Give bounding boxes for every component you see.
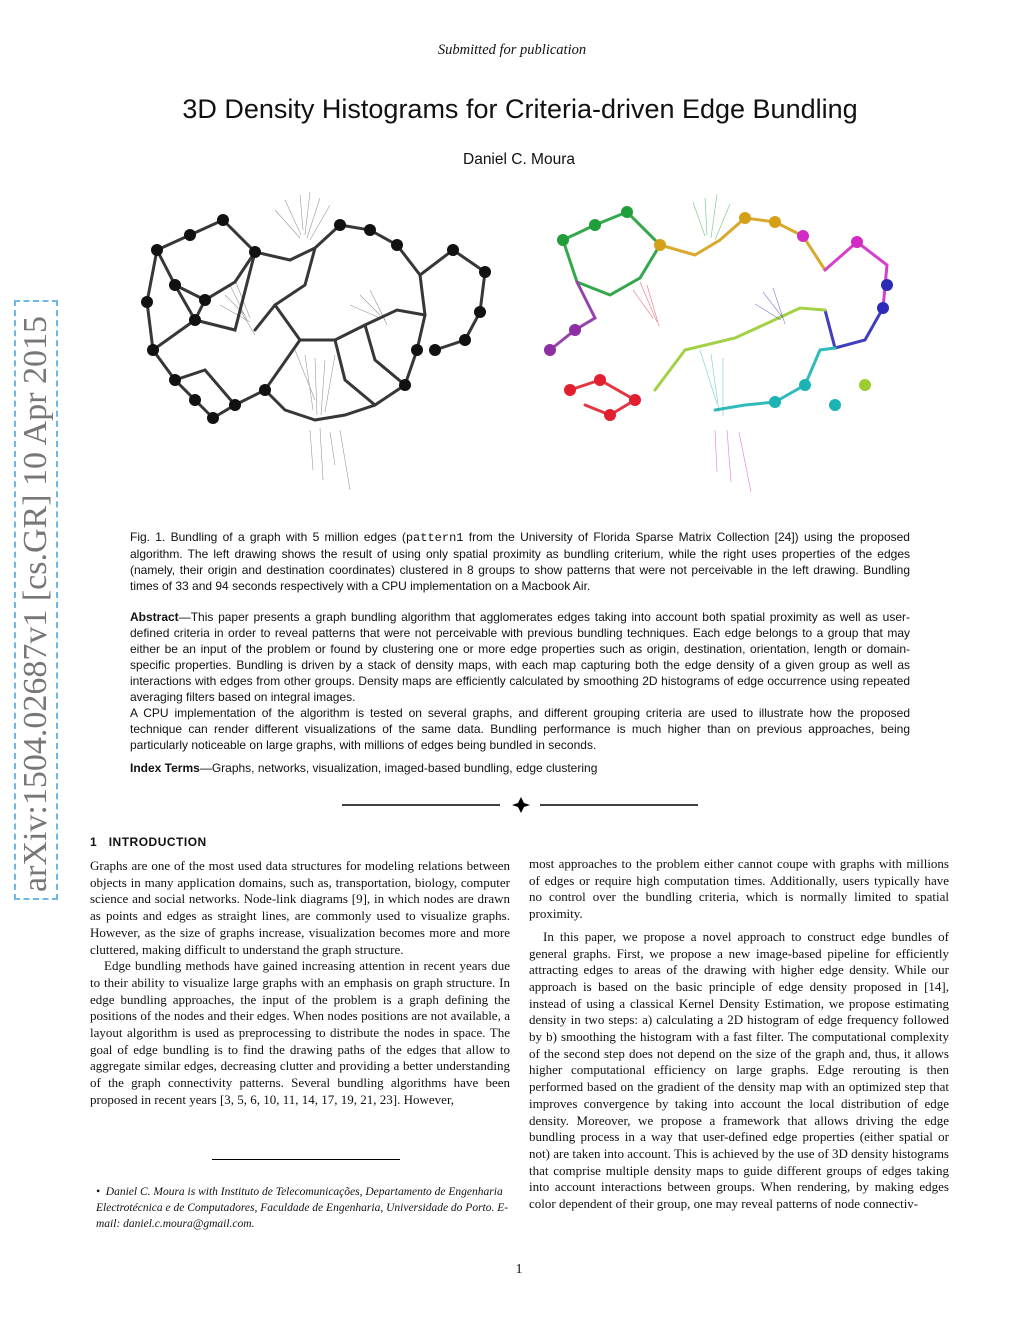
footnote-text: Daniel C. Moura is with Instituto de Telecomunicações, Departamento de Engenharia Electrotécnica e de Computadores, Faculdade de Engenharia, Universidade do Porto. E-mail: daniel.c.moura@gmail.com.: [96, 1186, 509, 1230]
footnote: • Daniel C. Moura is with Instituto de Telecomunicações, Departamento de Engenharia Electrotécnica e de Computadores, Faculdade de Engenharia, Universidade do Porto. E-mail: daniel.c.moura@gmail.com.: [96, 1186, 509, 1230]
abstract-paragraph-2: A CPU implementation of the algorithm is tested on several graphs, and different grouping criteria are used to illustrate how the proposed technique can render different visualizations of the same data. Bundling performance is much higher than on previous approaches, being particularly noticeable on large graphs, with millions of edges being bundled in seconds.: [130, 706, 910, 752]
footnote-rule: [212, 1159, 400, 1160]
author-name: Daniel C. Moura: [463, 151, 575, 168]
section-heading: [90, 835, 207, 849]
caption-text-end: from the University of Florida Sparse Matrix Collection [24]) using the proposed algorithm. The left drawing shows the result of using only spatial proximity as bundling criterium, while the right uses properties of the edges (namely, their origin and destination coordinates) clustered in 8 groups to show patterns that were not perceivable in the left drawing. Bundling times of 33 and 94 seconds respectively with a CPU implementation on a Macbook Air.: [130, 530, 910, 593]
abstract-paragraph-1: —This paper presents a graph bundling algorithm that agglomerates edges taking into account both spatial proximity as well as user-defined criteria in order to reveal patterns that were not perceivable with previous bundling techniques. Each edge belongs to a group that may either be an input of the problem or found by clustering one or more edge properties such as origin, destination, orientation, length or domain-specific properties. Bundling is driven by a stack of density maps, with each map capturing both the edge density of a given group as well as interactions with edges from other groups. Density maps are efficiently calculated by smoothing 2D histograms of edge occurrence using repeated averaging filters based on integral images.: [130, 610, 910, 704]
section-separator: [342, 797, 700, 813]
left-column: [90, 858, 510, 1109]
abstract-label: Abstract: [130, 610, 179, 624]
intro-paragraph-1: Graphs are one of the most used data structures for modeling relations between objects in many application domains, such as, transportation, biology, computer science and social networks. Node-link diagrams [9], in which nodes are drawn as points and edges as straight lines, are commonly used to visualize graphs. However, as the size of graphs increase, visualization becomes more and more cluttered, making difficult to understand the graph structure.: [90, 858, 510, 957]
abstract: [130, 609, 910, 753]
page-number: 1: [515, 1262, 523, 1277]
right-column: [529, 856, 949, 1213]
index-terms-label: Index Terms: [130, 761, 200, 775]
paper-title: 3D Density Histograms for Criteria-driven Edge Bundling: [182, 94, 858, 124]
running-header: Submitted for publication: [437, 42, 587, 58]
caption-text-start: Fig. 1. Bundling of a graph with 5 million edges (: [130, 530, 406, 544]
section-number: 1: [90, 835, 98, 849]
index-terms: [130, 760, 910, 776]
index-terms-text: —Graphs, networks, visualization, imaged-based bundling, edge clustering: [199, 761, 598, 775]
intro-paragraph-4: In this paper, we propose a novel approach to construct edge bundles of general graphs. First, we propose a new image-based pipeline for efficiently attracting edges to areas of the drawing with higher edge density. While our approach is based on the basic principle of edge density proposed in [14], instead of using a classical Kernel Density Estimation, we propose estimating density in two steps: a) calculating a 2D histogram of edge frequency followed by b) smoothing the histogram with a fast filter. The computational complexity of the second step does not depend on the size of the graph and, thus, it allows higher computational efficiency on large graphs. Edge rerouting is then performed based on the gradient of the density map with an optimized step that improves convergence by taking into account the local distribution of edge density. Moreover, we propose a framework that allows driving the edge bundling process in a way that user-defined edge properties (either spatial or not) are taken into account. This is achieved by the use of 3D density histograms that comprise multiple density maps to guide different groups of edges taking into account interactions between groups. When rendering, by making edges color dependent of their group, one may reveal patterns of node connectiv-: [529, 928, 949, 1212]
figure-caption: [130, 529, 910, 594]
figure-right-colored-graph: [535, 190, 905, 520]
caption-code: pattern1: [405, 531, 464, 545]
figure-left-bundled-graph: [135, 190, 505, 520]
arxiv-stamp: arXiv:1504.02687v1 [cs.GR] 10 Apr 2015: [14, 300, 58, 900]
section-title: INTRODUCTION: [108, 835, 207, 849]
intro-paragraph-3: most approaches to the problem either cannot coupe with graphs with millions of edges or require high computation times. Additionally, users typically have no control over the bundling criteria, which is normally limited to spatial proximity.: [529, 856, 949, 922]
diamond-ornament-icon: [512, 797, 530, 813]
intro-paragraph-2: Edge bundling methods have gained increasing attention in recent years due to their ability to visualize large graphs with an emphasis on graph structure. In edge bundling approaches, the input of the problem is a graph defining the positions of the nodes and their edges. When nodes positions are not available, a layout algorithm is used as preprocessing to distribute the nodes in space. The goal of edge bundling is to find the drawing paths of the edges that allow to aggregate similar edges, decreasing clutter and providing a better understanding of the graph connectivity patterns. Several bundling algorithms have been proposed in recent years [3, 5, 6, 10, 11, 14, 17, 19, 21, 23]. However,: [90, 958, 510, 1107]
